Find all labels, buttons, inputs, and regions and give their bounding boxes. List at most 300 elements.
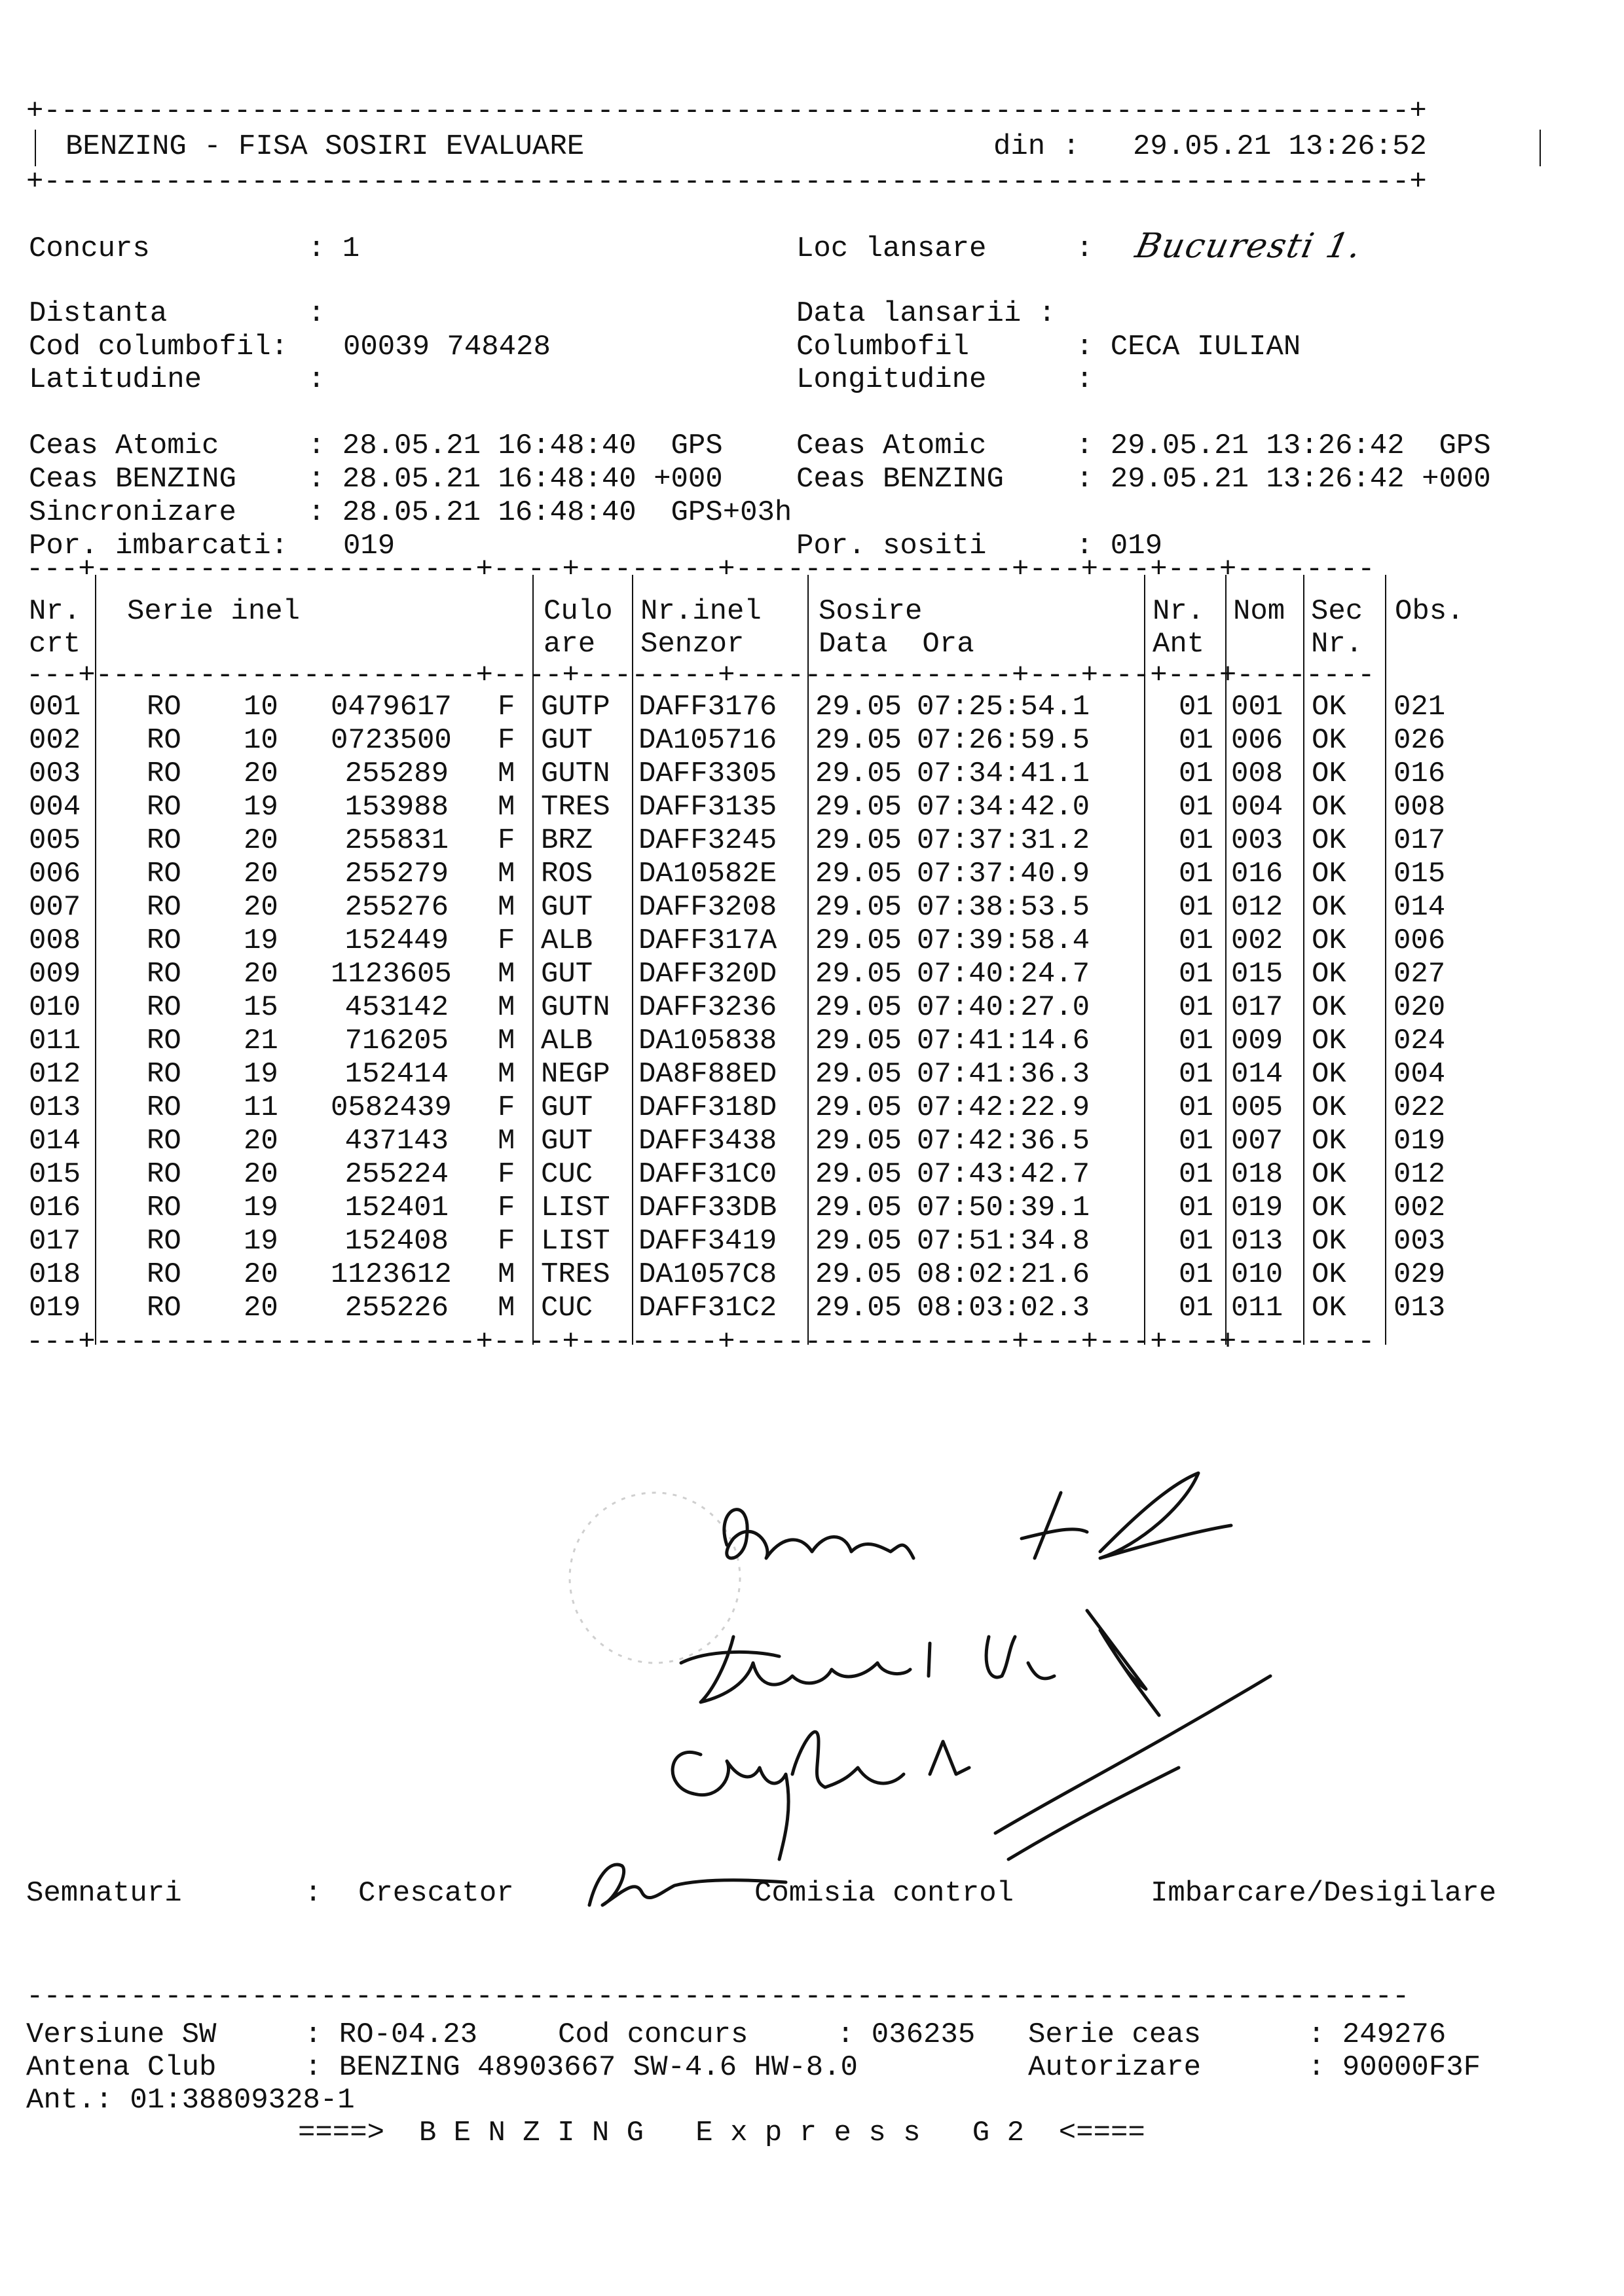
cell-data: 29.05 [815,1091,902,1124]
cell-sec: OK [1312,858,1346,890]
autorizare-label: Autorizare [1028,2051,1202,2084]
cell-ant: 01 [1179,1192,1213,1224]
col-culoare-header: Culo [544,595,613,628]
cell-ora: 07:41:14.6 [917,1025,1090,1057]
cell-inel: 0723500 [331,724,452,757]
cell-sex: F [498,691,515,723]
table-row [0,757,1624,791]
cell-senzor: DAFF3305 [638,757,777,790]
cell-tara: RO [147,891,181,924]
cell-nr: 002 [29,724,81,757]
cell-ora: 07:40:24.7 [917,958,1090,991]
cell-sec: OK [1312,691,1346,723]
cell-nr: 012 [29,1058,81,1091]
sincronizare-label: Sincronizare [29,496,236,529]
cell-sex: M [498,1025,515,1057]
cod-columbofil-value: 00039 748428 [343,331,551,363]
cell-data: 29.05 [815,1025,902,1057]
cell-culoare: ALB [541,924,593,957]
cell-inel: 255279 [344,858,449,890]
header-bottom-rule: +-------------------------------------------------------------------------------+ [26,166,1427,198]
latitudine-value: : [308,363,325,396]
cell-an: 19 [244,924,278,957]
cell-obs: 019 [1393,1125,1446,1157]
cell-senzor: DAFF317A [638,924,777,957]
serie-ceas-label: Serie ceas [1028,2018,1202,2051]
cell-culoare: LIST [541,1192,610,1224]
page-title: BENZING - FISA SOSIRI EVALUARE [65,130,585,163]
cell-sex: M [498,1292,515,1324]
cell-tara: RO [147,958,181,991]
distanta-label: Distanta [29,297,168,330]
col-senzor-header-2: Senzor [640,628,745,661]
cell-data: 29.05 [815,1292,902,1324]
cell-senzor: DAFF318D [638,1091,777,1124]
date-value: 29.05.21 13:26:52 [1133,130,1427,163]
concurs-value: : 1 [308,232,360,265]
cell-an: 19 [244,1192,278,1224]
table-row [0,1192,1624,1225]
cell-nr: 011 [29,1025,81,1057]
cell-data: 29.05 [815,824,902,857]
col-nr-header-2: crt [29,628,81,661]
cell-sex: F [498,1225,515,1258]
signature-line-3 [673,1732,904,1859]
cell-data: 29.05 [815,1258,902,1291]
cell-sex: M [498,1058,515,1091]
cell-ant: 01 [1179,791,1213,824]
table-top-rule: ---+----------------------+----+--------+----------------+---+---+---+-------- [26,553,1375,586]
cell-tara: RO [147,1091,181,1124]
cell-data: 29.05 [815,858,902,890]
cell-tara: RO [147,1258,181,1291]
cell-nom: 014 [1231,1058,1283,1091]
cell-culoare: ALB [541,1025,593,1057]
cell-tara: RO [147,858,181,890]
cell-nom: 001 [1231,691,1283,723]
cell-tara: RO [147,791,181,824]
cell-nom: 018 [1231,1158,1283,1191]
cell-culoare: CUC [541,1292,593,1324]
columbofil-label: Columbofil [796,331,970,363]
cell-an: 20 [244,858,278,890]
table-body [0,691,1624,1332]
cell-obs: 024 [1393,1025,1446,1057]
brand-line: ====> B E N Z I N G E x p r e s s G 2 <==== [298,2117,1145,2149]
ceas-benzing-label: Ceas BENZING [29,463,236,496]
cell-ora: 07:51:34.8 [917,1225,1090,1258]
col-ant-header-2: Ant [1153,628,1205,661]
cell-tara: RO [147,1292,181,1324]
cell-sex: M [498,958,515,991]
cell-ora: 07:26:59.5 [917,724,1090,757]
col-senzor-header: Nr.inel [640,595,762,628]
cell-sex: M [498,858,515,890]
cell-nom: 009 [1231,1025,1283,1057]
cell-an: 11 [244,1091,278,1124]
cell-sex: M [498,1258,515,1291]
semnaturi-label: Semnaturi [26,1877,182,1910]
cell-obs: 016 [1393,757,1446,790]
distanta-value: : [308,297,325,330]
cell-inel: 152449 [344,924,449,957]
cell-an: 15 [244,991,278,1024]
latitudine-label: Latitudine [29,363,202,396]
cell-tara: RO [147,991,181,1024]
cell-data: 29.05 [815,991,902,1024]
cell-sec: OK [1312,991,1346,1024]
cell-data: 29.05 [815,724,902,757]
col-sec-header: Sec [1311,595,1363,628]
data-lansarii-label: Data lansarii : [796,297,1056,330]
cell-nr: 008 [29,924,81,957]
cell-senzor: DAFF3236 [638,991,777,1024]
cell-sex: F [498,1091,515,1124]
cell-inel: 152401 [344,1192,449,1224]
cell-an: 20 [244,1258,278,1291]
semnaturi-sep: : [304,1877,322,1910]
cell-senzor: DAFF3135 [638,791,777,824]
cell-ora: 07:25:54.1 [917,691,1090,723]
cell-culoare: GUT [541,724,593,757]
cell-obs: 022 [1393,1091,1446,1124]
cell-sec: OK [1312,1258,1346,1291]
cell-sex: F [498,1192,515,1224]
cell-inel: 152414 [344,1058,449,1091]
cell-culoare: GUTN [541,991,610,1024]
table-row [0,1258,1624,1292]
imbarcare-label: Imbarcare/Desigilare [1151,1877,1497,1910]
cell-sec: OK [1312,1125,1346,1157]
table-row [0,1125,1624,1158]
cell-sec: OK [1312,824,1346,857]
cell-nom: 015 [1231,958,1283,991]
cell-nr: 013 [29,1091,81,1124]
cell-obs: 027 [1393,958,1446,991]
cell-senzor: DA105716 [638,724,777,757]
col-sosire-header-2: Data Ora [819,628,974,661]
cell-sex: M [498,991,515,1024]
cell-culoare: BRZ [541,824,593,857]
cell-culoare: GUT [541,958,593,991]
header-left-bar [35,130,36,166]
loc-lansare-handwritten: Bucuresti 1. [1132,227,1366,266]
cell-nr: 006 [29,858,81,890]
cell-ant: 01 [1179,991,1213,1024]
cell-inel: 255289 [344,757,449,790]
cell-an: 10 [244,691,278,723]
concurs-label: Concurs [29,232,150,265]
cell-nr: 019 [29,1292,81,1324]
cell-senzor: DA10582E [638,858,777,890]
cell-ora: 07:39:58.4 [917,924,1090,957]
cell-an: 20 [244,1292,278,1324]
table-row [0,1158,1624,1192]
cell-sex: M [498,757,515,790]
cell-tara: RO [147,1192,181,1224]
commission-signatures [537,1467,1323,1872]
cell-nom: 017 [1231,991,1283,1024]
signature-line-2 [681,1637,930,1702]
cell-culoare: ROS [541,858,593,890]
cell-data: 29.05 [815,791,902,824]
cell-obs: 013 [1393,1292,1446,1324]
cell-tara: RO [147,691,181,723]
cell-sex: M [498,791,515,824]
por-imbarcati-label: Por. imbarcati: [29,530,289,562]
cell-obs: 029 [1393,1258,1446,1291]
cell-tara: RO [147,757,181,790]
date-label: din : [993,130,1080,163]
cell-nom: 007 [1231,1125,1283,1157]
cell-ora: 07:42:36.5 [917,1125,1090,1157]
cell-obs: 017 [1393,824,1446,857]
cell-culoare: GUT [541,1091,593,1124]
cell-an: 20 [244,958,278,991]
cell-an: 20 [244,1158,278,1191]
cell-ant: 01 [1179,924,1213,957]
table-row [0,791,1624,824]
cell-ora: 07:34:42.0 [917,791,1090,824]
cell-tara: RO [147,1058,181,1091]
cell-obs: 020 [1393,991,1446,1024]
table-row [0,824,1624,858]
cell-senzor: DAFF3245 [638,824,777,857]
table-row [0,1058,1624,1091]
cell-an: 21 [244,1025,278,1057]
cell-obs: 004 [1393,1058,1446,1091]
cell-an: 20 [244,1125,278,1157]
table-row [0,924,1624,958]
header-top-rule: +-------------------------------------------------------------------------------+ [26,95,1427,128]
cell-sec: OK [1312,1158,1346,1191]
cell-nom: 013 [1231,1225,1283,1258]
cell-ora: 07:34:41.1 [917,757,1090,790]
cell-sec: OK [1312,1025,1346,1057]
cell-sec: OK [1312,958,1346,991]
cell-sex: F [498,924,515,957]
cell-nom: 011 [1231,1292,1283,1324]
cell-inel: 453142 [344,991,449,1024]
cell-sex: M [498,891,515,924]
ceas-atomic-left: : 28.05.21 16:48:40 GPS [308,429,723,462]
cell-nom: 016 [1231,858,1283,890]
por-sositi-value: : 019 [1076,530,1163,562]
cell-ora: 07:37:31.2 [917,824,1090,857]
cell-ora: 07:50:39.1 [917,1192,1090,1224]
cell-sec: OK [1312,724,1346,757]
crescator-label: Crescator [358,1877,514,1910]
col-sosire-header: Sosire [819,595,923,628]
cell-an: 19 [244,1225,278,1258]
table-row [0,1225,1624,1258]
signature-mark-1 [1022,1473,1231,1558]
cell-culoare: GUT [541,1125,593,1157]
header-right-bar [1540,130,1541,166]
table-row [0,1025,1624,1058]
cell-tara: RO [147,1125,181,1157]
cell-sec: OK [1312,1058,1346,1091]
cell-ant: 01 [1179,1058,1213,1091]
cell-culoare: TRES [541,1258,610,1291]
cell-ant: 01 [1179,1091,1213,1124]
cell-sec: OK [1312,1192,1346,1224]
cell-culoare: NEGP [541,1058,610,1091]
sincronizare-value: : 28.05.21 16:48:40 GPS+03h [308,496,792,529]
cell-senzor: DAFF31C0 [638,1158,777,1191]
cell-data: 29.05 [815,1225,902,1258]
cell-sec: OK [1312,757,1346,790]
cell-senzor: DA8F88ED [638,1058,777,1091]
antena-label: Antena Club [26,2051,217,2084]
cell-ora: 07:37:40.9 [917,858,1090,890]
col-nr-header: Nr. [29,595,81,628]
cell-obs: 008 [1393,791,1446,824]
loc-lansare-sep: : [1076,232,1094,265]
longitudine-label: Longitudine [796,363,987,396]
cell-ant: 01 [1179,757,1213,790]
cell-nr: 018 [29,1258,81,1291]
cell-sec: OK [1312,924,1346,957]
serie-ceas-value: : 249276 [1308,2018,1447,2051]
cell-nom: 004 [1231,791,1283,824]
cell-sex: M [498,1125,515,1157]
longitudine-value: : [1076,363,1094,396]
ceas-atomic-right-label: Ceas Atomic [796,429,987,462]
table-row [0,891,1624,924]
cell-ant: 01 [1179,858,1213,890]
cod-concurs-label: Cod concurs [558,2018,748,2051]
col-serie-header: Serie inel [127,595,301,628]
versiune-label: Versiune SW [26,2018,217,2051]
cell-nom: 002 [1231,924,1283,957]
table-row [0,1292,1624,1325]
cell-ora: 08:03:02.3 [917,1292,1090,1324]
cell-data: 29.05 [815,691,902,723]
col-culoare-header-2: are [544,628,596,661]
col-nom-header: Nom [1233,595,1285,628]
cell-senzor: DAFF31C2 [638,1292,777,1324]
cell-nom: 006 [1231,724,1283,757]
cell-data: 29.05 [815,924,902,957]
cell-data: 29.05 [815,891,902,924]
cell-culoare: LIST [541,1225,610,1258]
comisia-label: Comisia control [754,1877,1014,1910]
cell-ora: 07:42:22.9 [917,1091,1090,1124]
cell-senzor: DAFF3176 [638,691,777,723]
cell-tara: RO [147,1025,181,1057]
cell-nr: 014 [29,1125,81,1157]
cell-nr: 009 [29,958,81,991]
signature-mark-2 [986,1611,1159,1715]
cell-culoare: GUT [541,891,593,924]
cell-ant: 01 [1179,1158,1213,1191]
por-sositi-label: Por. sositi [796,530,987,562]
cod-concurs-value: : 036235 [837,2018,976,2051]
cell-an: 19 [244,791,278,824]
cell-obs: 021 [1393,691,1446,723]
cell-ora: 07:41:36.3 [917,1058,1090,1091]
arrivals-table [0,553,1624,1358]
cell-nom: 012 [1231,891,1283,924]
cell-senzor: DAFF3419 [638,1225,777,1258]
cell-ant: 01 [1179,958,1213,991]
cell-nr: 017 [29,1225,81,1258]
cell-senzor: DA1057C8 [638,1258,777,1291]
cell-an: 20 [244,891,278,924]
cell-senzor: DAFF3438 [638,1125,777,1157]
cell-senzor: DA105838 [638,1025,777,1057]
cell-an: 20 [244,824,278,857]
cell-senzor: DAFF320D [638,958,777,991]
cell-nom: 019 [1231,1192,1283,1224]
cell-data: 29.05 [815,1158,902,1191]
cell-nr: 005 [29,824,81,857]
cell-culoare: GUTN [541,757,610,790]
table-bottom-rule: ---+----------------------+----+--------+----------------+---+---+---+-------- [26,1326,1375,1358]
cell-tara: RO [147,1158,181,1191]
cell-culoare: GUTP [541,691,610,723]
cell-obs: 002 [1393,1192,1446,1224]
cell-inel: 0582439 [331,1091,452,1124]
autorizare-value: : 90000F3F [1308,2051,1481,2084]
cell-obs: 015 [1393,858,1446,890]
footer-rule: -------------------------------------------------------------------------------- [26,1980,1410,2013]
por-imbarcati-value: 019 [343,530,396,562]
cell-nr: 016 [29,1192,81,1224]
table-row [0,958,1624,991]
cell-ant: 01 [1179,824,1213,857]
cell-inel: 152408 [344,1225,449,1258]
cell-nr: 007 [29,891,81,924]
cell-ant: 01 [1179,1025,1213,1057]
table-row [0,724,1624,757]
signature-mark-3 [930,1676,1270,1859]
cell-sec: OK [1312,1292,1346,1324]
cell-nom: 008 [1231,757,1283,790]
cell-sex: F [498,824,515,857]
ceas-benzing-left: : 28.05.21 16:48:40 +000 [308,463,723,496]
cell-obs: 012 [1393,1158,1446,1191]
col-sec-header-2: Nr. [1311,628,1363,661]
table-row [0,691,1624,724]
cell-sec: OK [1312,891,1346,924]
cell-an: 20 [244,757,278,790]
cell-inel: 153988 [344,791,449,824]
cell-inel: 255226 [344,1292,449,1324]
cell-sec: OK [1312,791,1346,824]
cell-obs: 026 [1393,724,1446,757]
cell-ora: 08:02:21.6 [917,1258,1090,1291]
cell-sex: F [498,1158,515,1191]
cell-nr: 003 [29,757,81,790]
cell-ant: 01 [1179,724,1213,757]
cell-data: 29.05 [815,1058,902,1091]
cell-tara: RO [147,724,181,757]
cell-culoare: TRES [541,791,610,824]
ceas-atomic-label: Ceas Atomic [29,429,219,462]
cell-tara: RO [147,824,181,857]
cell-sex: F [498,724,515,757]
ceas-atomic-right: : 29.05.21 13:26:42 GPS [1076,429,1491,462]
cell-nom: 003 [1231,824,1283,857]
cell-nom: 010 [1231,1258,1283,1291]
ceas-benzing-right-label: Ceas BENZING [796,463,1004,496]
cell-nr: 010 [29,991,81,1024]
cell-an: 10 [244,724,278,757]
cell-senzor: DAFF3208 [638,891,777,924]
cell-nr: 015 [29,1158,81,1191]
